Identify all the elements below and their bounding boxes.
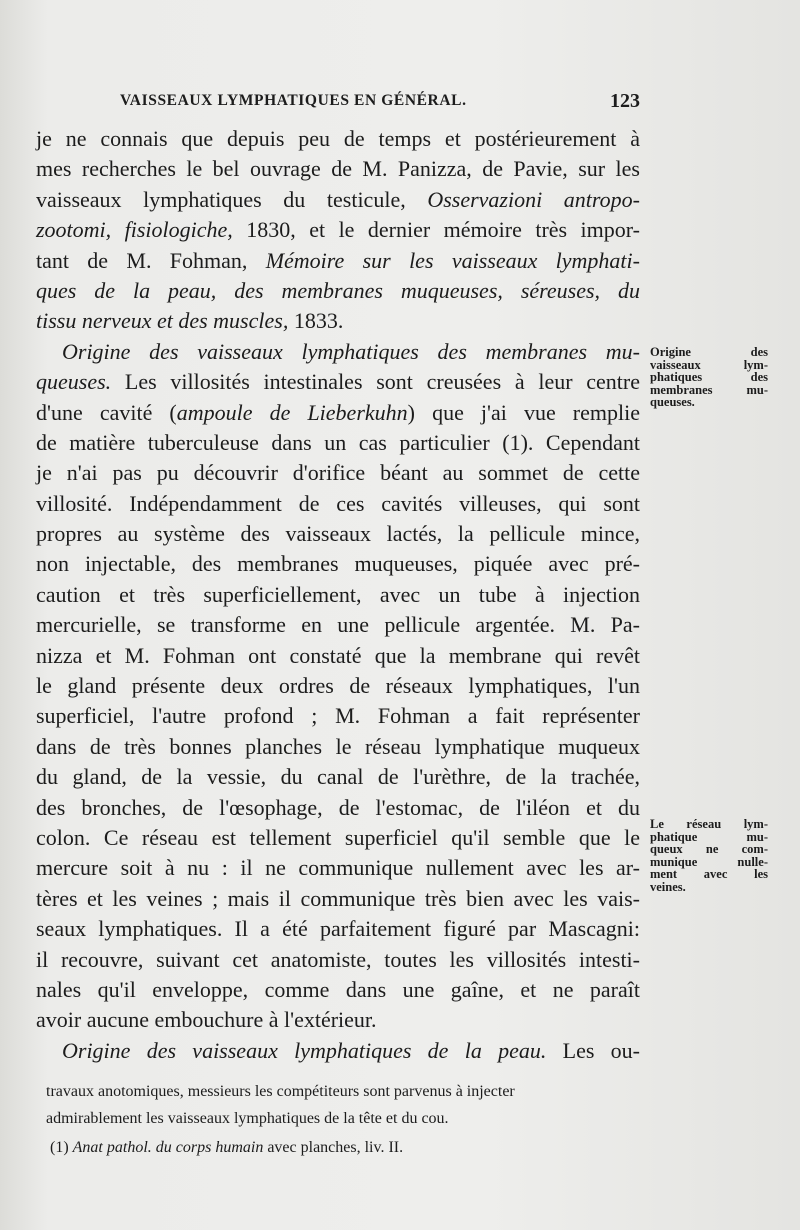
text-line xyxy=(36,610,640,640)
text-segment: propres au système des vaisseaux lactés, la pellicule mince, xyxy=(36,521,640,547)
text-line xyxy=(36,884,640,914)
italic-segment: Osservazioni antropo- xyxy=(427,186,640,212)
italic-segment: Origine des vaisseaux lymphatiques des membranes mu- xyxy=(62,338,640,364)
running-title: VAISSEAUX LYMPHATIQUES EN GÉNÉRAL. xyxy=(120,92,467,109)
text-segment: mes recherches le bel ouvrage de M. Panizza, de Pavie, sur les xyxy=(36,156,640,182)
margin-note-line: Origine des xyxy=(650,345,768,359)
text-line xyxy=(36,519,640,549)
text-segment: seaux lymphatiques. Il a été parfaitement figuré par Mascagni: xyxy=(36,916,640,942)
margin-note-line: veines. xyxy=(650,879,686,894)
text-segment: nales qu'il enveloppe, comme dans une gaîne, et ne paraît xyxy=(36,976,640,1002)
text-line xyxy=(36,732,640,762)
text-line xyxy=(36,671,640,701)
text-line xyxy=(36,458,640,488)
italic-segment: queuses. xyxy=(36,369,112,395)
margin-note-line: vaisseaux lym- xyxy=(650,357,768,372)
text-line xyxy=(36,945,640,975)
text-line xyxy=(36,124,640,154)
text-segment: non injectable, des membranes muqueuses, piquée avec pré- xyxy=(36,551,640,577)
margin-note-reseau-muqueux xyxy=(650,818,768,893)
margin-note-line: ment avec les xyxy=(650,867,768,881)
text-segment: mercurielle, se transforme en une pellicule argentée. M. Pa- xyxy=(36,612,640,638)
text-segment: colon. Ce réseau est tellement superficiel qu'il semble que le xyxy=(36,824,640,850)
text-line xyxy=(36,701,640,731)
footnote-reference-title: Anat pathol. du corps humain xyxy=(72,1139,264,1156)
margin-note-line: Le réseau lym- xyxy=(650,817,768,831)
text-line xyxy=(36,337,640,367)
text-line xyxy=(36,185,640,215)
text-line xyxy=(36,793,640,823)
text-segment: des bronches, de l'œsophage, de l'estomac, de l'iléon et du xyxy=(36,794,640,820)
text-segment: le gland présente deux ordres de réseaux lymphatiques, l'un xyxy=(36,673,640,699)
italic-segment: tissu nerveux et des muscles, xyxy=(36,308,289,334)
text-segment: mercure soit à nu : il ne communique nullement avec les ar- xyxy=(36,855,640,881)
footnotes xyxy=(46,1078,656,1161)
text-segment: tant de M. Fohman, xyxy=(36,247,266,273)
text-line xyxy=(36,398,640,428)
text-segment: 1833. xyxy=(288,308,344,334)
text-segment: superficiel, l'autre profond ; M. Fohman a fait représenter xyxy=(36,703,640,729)
margin-note-line: phatique mu- xyxy=(650,829,768,844)
text-segment: Les villosités intestinales sont creusées à leur centre xyxy=(111,369,640,395)
margin-note-line: membranes mu- xyxy=(650,382,768,397)
text-line xyxy=(36,246,640,276)
text-segment: du gland, de la vessie, du canal de l'urèthre, de la trachée, xyxy=(36,764,640,790)
italic-segment: Origine des vaisseaux lymphatiques de la peau. xyxy=(62,1037,547,1063)
footnote-continuation-line: admirablement les vaisseaux lymphatiques de la tête et du cou. xyxy=(46,1110,449,1127)
text-line xyxy=(36,428,640,458)
text-line xyxy=(36,549,640,579)
italic-segment: Mémoire sur les vaisseaux lymphati- xyxy=(265,247,640,273)
text-segment: vaisseaux lymphatiques du testicule, xyxy=(36,186,428,212)
footnote-reference-detail: avec planches, liv. II. xyxy=(263,1139,404,1156)
text-segment: de matière tuberculeuse dans un cas particulier (1). Cependant xyxy=(36,429,640,455)
margin-note-line: queux ne com- xyxy=(650,842,768,856)
text-segment: je ne connais que depuis peu de temps et postérieurement à xyxy=(36,126,640,151)
page-header xyxy=(120,90,640,118)
text-segment: il recouvre, suivant cet anatomiste, toutes les villosités intesti- xyxy=(36,946,640,972)
text-line xyxy=(36,914,640,944)
text-segment: dans de très bonnes planches le réseau lymphatique muqueux xyxy=(36,733,640,759)
margin-note-line: queuses. xyxy=(650,395,695,409)
text-line xyxy=(36,823,640,853)
text-segment: villosité. Indépendamment de ces cavités villeuses, qui sont xyxy=(36,490,640,516)
margin-note-line: phatiques des xyxy=(650,370,768,384)
text-segment: d'une cavité ( xyxy=(36,399,177,425)
text-segment: ) que j'ai vue remplie xyxy=(407,399,640,425)
text-line xyxy=(36,641,640,671)
text-segment: Les ou- xyxy=(546,1037,640,1063)
text-segment: caution et très superficiellement, avec un tube à injection xyxy=(36,581,640,607)
main-text xyxy=(36,124,640,1066)
text-line xyxy=(36,215,640,245)
text-segment: je n'ai pas pu découvrir d'orifice béant au sommet de cette xyxy=(36,460,640,486)
text-line xyxy=(36,853,640,883)
italic-segment: zootomi, fisiologiche, xyxy=(36,217,233,243)
text-line xyxy=(36,489,640,519)
italic-segment: ampoule de Lieberkuhn xyxy=(176,399,408,425)
text-line xyxy=(36,306,640,336)
footnote-1 xyxy=(46,1134,656,1161)
text-segment: 1830, et le dernier mémoire très impor- xyxy=(232,217,640,243)
margin-note-line: munique nulle- xyxy=(650,854,768,869)
text-line xyxy=(36,580,640,610)
text-segment: avoir aucune embouchure à l'extérieur. xyxy=(36,1007,377,1033)
page-number: 123 xyxy=(610,90,640,112)
text-line xyxy=(36,367,640,397)
text-segment: tères et les veines ; mais il communique très bien avec les vais- xyxy=(36,885,640,911)
footnote-marker: (1) xyxy=(50,1139,73,1156)
text-line xyxy=(36,762,640,792)
text-line xyxy=(36,154,640,184)
text-line xyxy=(36,276,640,306)
text-line xyxy=(36,1005,640,1035)
footnote-continuation-line: travaux anotomiques, messieurs les compétiteurs sont parvenus à injecter xyxy=(46,1083,515,1100)
text-line xyxy=(36,1036,640,1066)
italic-segment: ques de la peau, des membranes muqueuses, séreuses, du xyxy=(36,277,640,303)
margin-note-origine-muqueuses xyxy=(650,346,768,409)
text-segment: nizza et M. Fohman ont constaté que la membrane qui revêt xyxy=(36,642,640,668)
text-line xyxy=(36,975,640,1005)
